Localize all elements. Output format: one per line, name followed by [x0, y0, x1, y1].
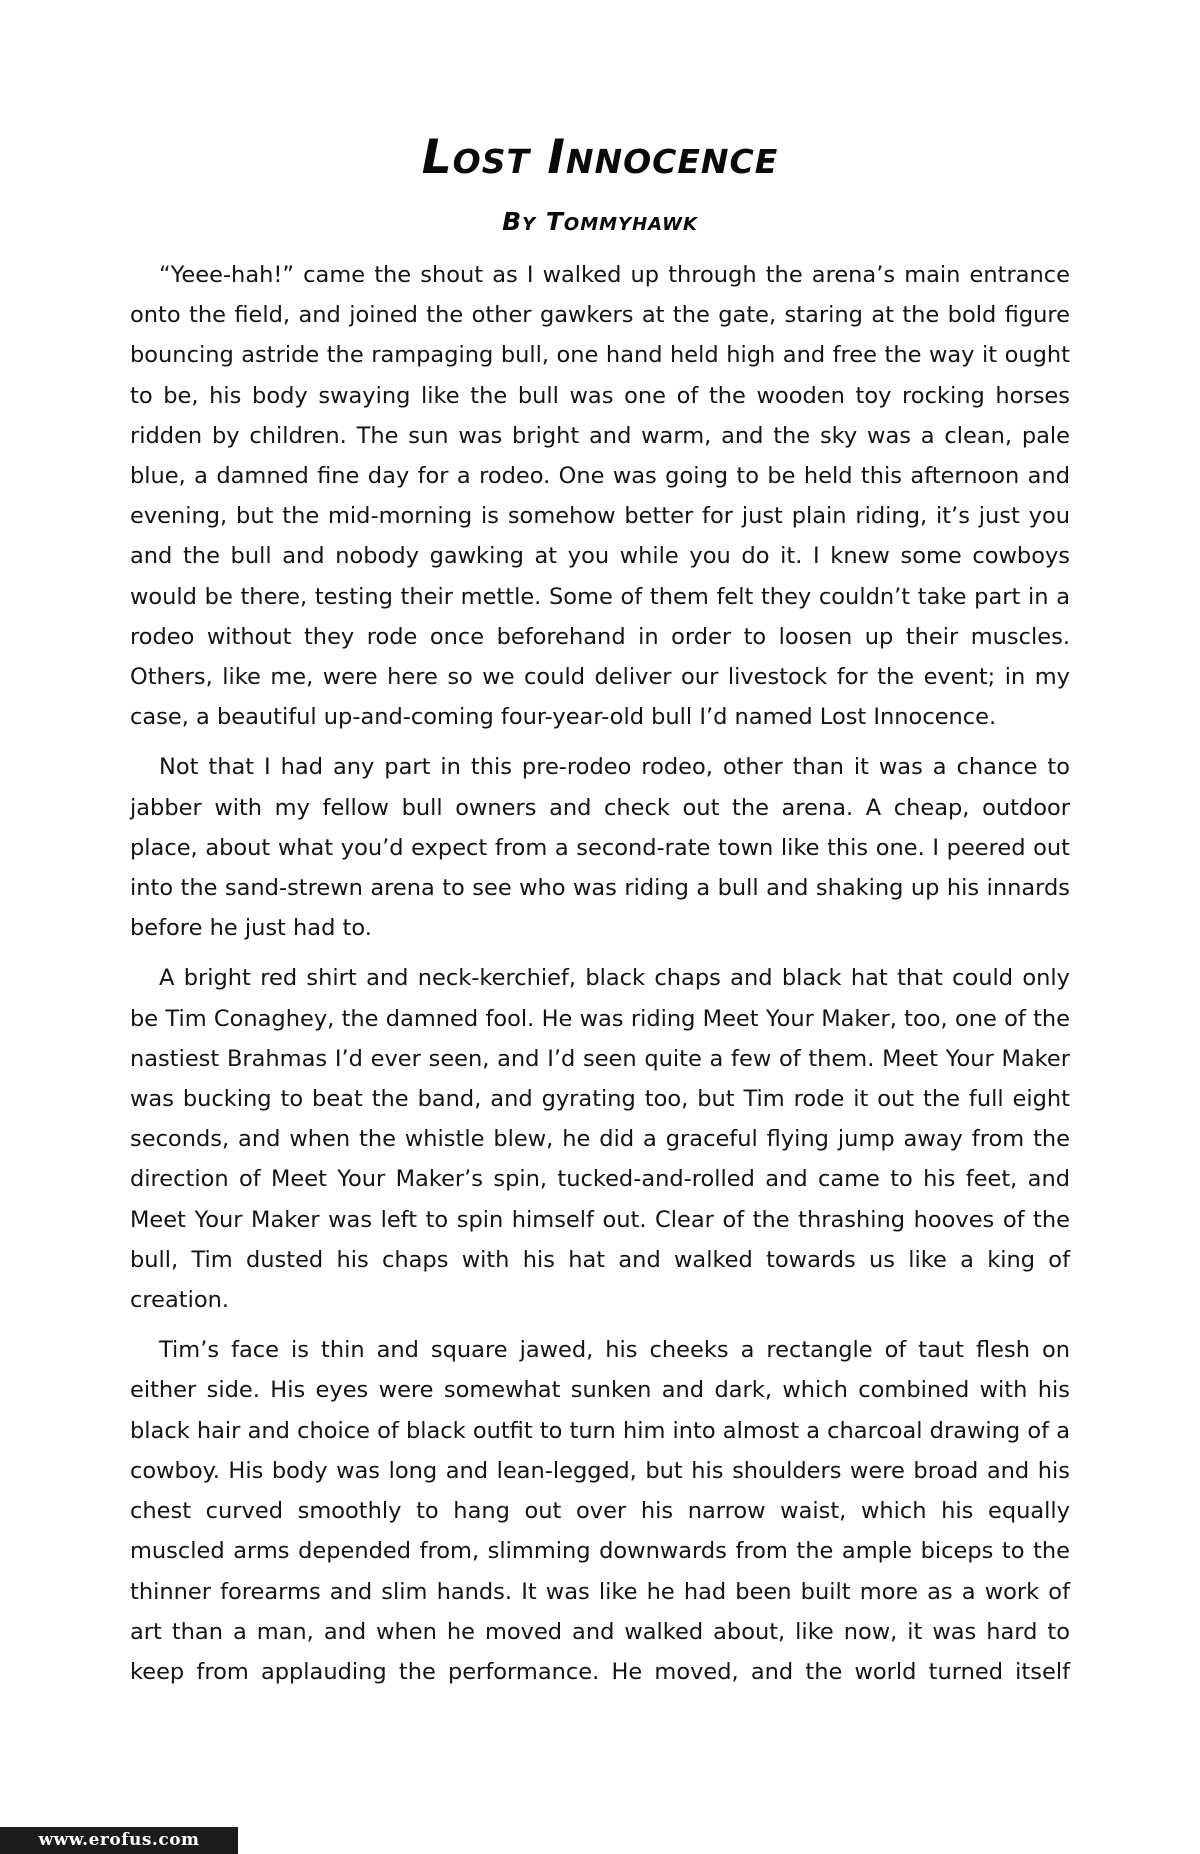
story-title: Lost Innocence	[421, 130, 779, 185]
paragraph: “Yeee-hah!” came the shout as I walked up through the arena’s main entrance onto the field, and joined the other gawkers at the gate, staring at the bold figure bouncing astride the rampaging bull, one hand held high and free the way it ought to be, his body swaying like the bull was one of the wooden toy rocking horses ridden by children. The sun was bright and warm, and the sky was a clean, pale blue, a damned fine day for a rodeo. One was going to be held this afternoon and evening, but the mid-morning is somehow better for just plain riding, it’s just you and the bull and nobody gawking at you while you do it. I knew some cowboys would be there, testing their mettle. Some of them felt they couldn’t take part in a rodeo without they rode once beforehand in order to loosen up their muscles. Others, like me, were here so we could deliver our livestock for the event; in my case, a beautiful up-and-coming four-year-old bull I’d named Lost Innocence.	[130, 262, 1070, 731]
watermark-link[interactable]: www.erofus.com	[0, 1827, 238, 1854]
paragraph: A bright red shirt and neck-kerchief, black chaps and black hat that could only be Tim Conaghey, the damned fool. He was riding Meet Your Maker, too, one of the nastiest Brahmas I’d ever seen, and I’d seen quite a few of them. Meet Your Maker was bucking to beat the band, and gyrating too, but Tim rode it out the full eight seconds, and when the whistle blew, he did a graceful flying jump away from the direction of Meet Your Maker’s spin, tucked-and-rolled and came to his feet, and Meet Your Maker was left to spin himself out. Clear of the thrashing hooves of the bull, Tim dusted his chaps with his hat and walked towards us like a king of creation.	[130, 965, 1070, 1314]
paragraph: Tim’s face is thin and square jawed, his cheeks a rectangle of taut flesh on either side. His eyes were somewhat sunken and dark, which combined with his black hair and choice of black outfit to turn him into almost a charcoal drawing of a cowboy. His body was long and lean-legged, but his shoulders were broad and his chest curved smoothly to hang out over his narrow waist, which his equally muscled arms depended from, slimming downwards from the ample biceps to the thinner forearms and slim hands. It was like he had been built more as a work of art than a man, and when he moved and walked about, like now, it was hard to keep from applauding the performance. He moved, and the world turned itself	[130, 1337, 1070, 1685]
story-byline: By Tommyhawk	[502, 207, 698, 236]
paragraph: Not that I had any part in this pre-rodeo rodeo, other than it was a chance to jabber with my fellow bull owners and check out the arena. A cheap, outdoor place, about what you’d expect from a second-rate town like this one. I peered out into the sand-strewn arena to see who was riding a bull and shaking up his innards before he just had to.	[130, 754, 1070, 942]
story-body	[130, 255, 1070, 1692]
